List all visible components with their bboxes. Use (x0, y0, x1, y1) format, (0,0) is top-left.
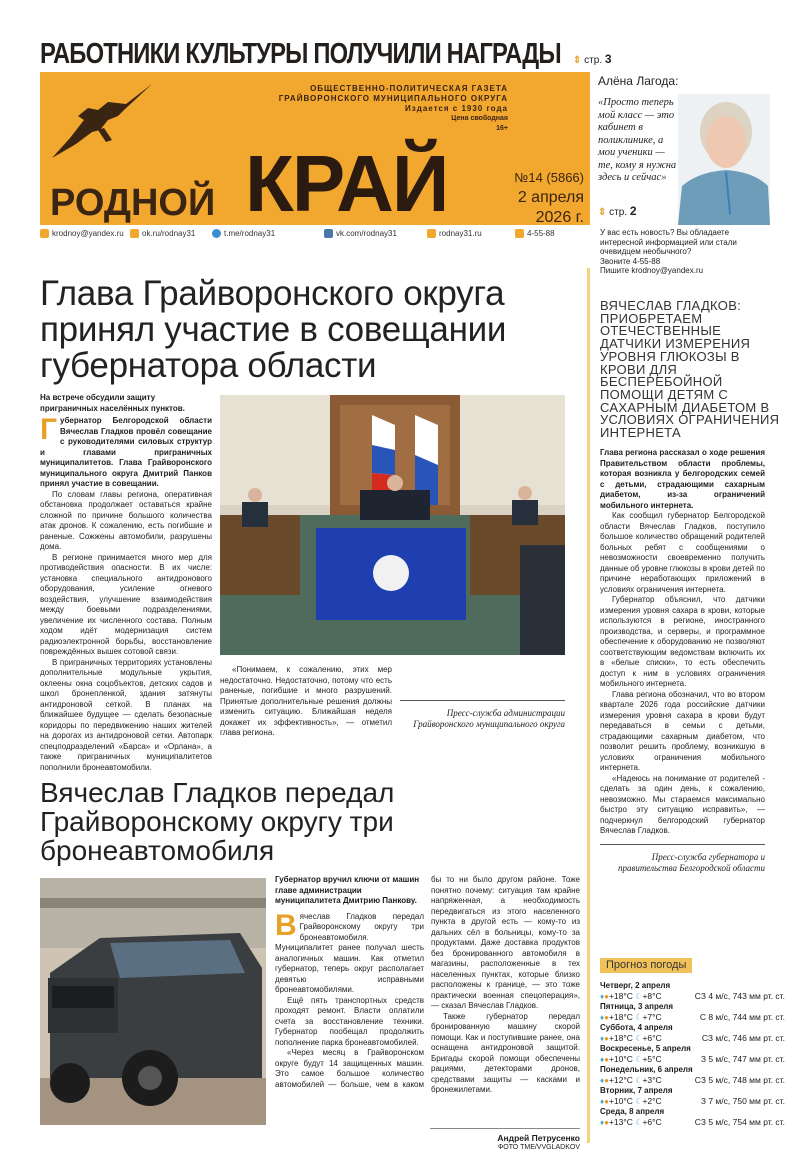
moon-icon: ☾ (635, 992, 643, 1001)
article1-column1: Губернатор Белгородской области Вячеслав Гладков провёл совещание с руководителями силовых структур и главами приграничных муниципалитетов. Глава Грайворонского муниципального округа Дмитрий Панков принял участие в совещании. По словам главы региона, оперативная обстановка продолжает оставаться крайне сложной по причине большого количества атак дронов. К сожалению, есть погибшие и раненые. Сожжены автомобили, разрушены дома. В регионе принимается много мер для противодействия опасности. В их числе: установка специального антидронового оборудования, усиление огневого воздействия, улучшение взаимодействия между боевыми подразделениями, увеличение их численного состава. Полным ходом идёт модернизация систем радиоэлектронной борьбы, восстановление повреждённых вышек сотовой связи. В приграничных территориях установлены дополнительные модульные укрытия, оклеены окна соцобъектов, детских садов и школ бронепленкой, здания затянуты антидроновой сеткой. В планах на ближайшее будущее — сделать безопасные коридоры по передвижению наших жителей на дорогах из антидроновой сетки. Автопарк спецподразделений «Барса» и «Орлана», а также приграничных муниципалитетов пополнили бронеавтомобили. (40, 413, 212, 772)
contact-email[interactable]: krodnoy@yandex.ru (40, 229, 130, 238)
article2-photo-armored-car (40, 878, 266, 1125)
sun-icon: ● (604, 1097, 609, 1106)
rain-icon: ♦ (600, 1055, 605, 1064)
weather-day-label: Воскресенье, 5 апреля (600, 1044, 691, 1053)
newspaper-title-small: РОДНОЙ (50, 182, 216, 224)
article2-byline: Андрей Петрусенко ФОТО TME/VVGLADKOV (430, 1128, 580, 1152)
weather-day-label: Вторник, 7 апреля (600, 1086, 673, 1095)
weather-day (600, 1044, 785, 1065)
weather-day (600, 981, 785, 1002)
article1-column2: «Понимаем, к сожалению, этих мер недостаточно. Недостаточно, потому что есть раненые, погибшие и много разрушений. Принятые дополнительные решения должны изменить ситуацию. Ближайшая неделя докажет их эффективность», — отметил глава региона. (220, 665, 392, 737)
weather-temps: ♦●+12°C ☾+3°C (600, 1075, 662, 1085)
dropcap: В (275, 908, 297, 942)
sun-icon: ● (604, 1076, 609, 1085)
arrow-icon: ⇕ (573, 55, 582, 66)
news-tip-box: У вас есть новость? Вы обладаете интересной информацией или стали очевидцем необычного? Звоните 4-55-88 Пишите krodnoy@yandex.ru (600, 228, 737, 275)
moon-icon: ☾ (635, 1076, 643, 1085)
weather-row (600, 1033, 785, 1044)
weather-wind-pressure: СЗ 5 м/с, 748 мм рт. ст. (694, 1075, 785, 1085)
weather-temps: ♦●+18°C ☾+8°C (600, 991, 662, 1001)
moon-icon: ☾ (635, 1034, 643, 1043)
article2-headline[interactable]: Вячеслав Гладков передал Грайворонскому округу три бронеавтомобиля (40, 777, 395, 866)
profile-page-ref[interactable]: ⇕ стр. 2 (598, 204, 637, 218)
weather-title: Прогноз погоды (600, 958, 692, 973)
bird-logo-icon (48, 80, 158, 160)
weather-day-label: Пятница, 3 апреля (600, 1002, 674, 1011)
weather-row (600, 991, 785, 1002)
article2-columns (275, 875, 580, 1096)
weather-row (600, 1012, 785, 1023)
weather-row (600, 1117, 785, 1128)
weather-wind-pressure: СЗ 5 м/с, 754 мм рт. ст. (694, 1117, 785, 1127)
ok-icon (130, 229, 139, 238)
weather-day (600, 1023, 785, 1044)
issue-info: №14 (5866) 2 апреля 2026 г. (514, 170, 584, 226)
weather-wind-pressure: СЗ 4 м/с, 743 мм рт. ст. (694, 991, 785, 1001)
article2-body: Вячеслав Гладков передал Грайворонскому округу три бронеавтомобиля. Муниципалитет ранее получал шесть аналогичных машин. Как отметил губернатор, теперь округ располагает девятью исправными бронеавтомобилями. Ещё пять транспортных средств проходят ремонт. Власти оплатили счета за восстановление техники. Губернатор пообещал продолжить пополнение парка бронеавтомобилей. «Через месяц в Грайворонском округе будут 14 защищенных машин. Это самое большое количество автомобилей — больше, чем в каком бы то ни было другом районе. Тоже понятно почему: ситуация там крайне напряженная, а необходимость передвигаться из этого населенного пункта в другой есть — кому-то из дальних сёл в больницы, кому-то за продуктами. Даже доставка продуктов без бронированного автомобиля в магазины, расположенные в тех населенных пунктах, которые близко расположены к границе, — это тоже практически военная спецоперация», — сказал Вячеслав Гладков. Также губернатор передал бронированную машину скорой помощи. Как и поступившие ранее, она оснащена антидроновой защитой. Бригады скорой помощи обеспечены рациями, детекторами дронов, средствами защиты — касками и бронежилетами. (275, 875, 580, 1094)
contact-website[interactable]: rodnay31.ru (427, 229, 515, 238)
weather-day-label: Понедельник, 6 апреля (600, 1065, 693, 1074)
weather-day-label: Среда, 8 апреля (600, 1107, 665, 1116)
newspaper-title-big: КРАЙ (245, 139, 448, 228)
rain-icon: ♦ (600, 992, 605, 1001)
sun-icon: ● (604, 1034, 609, 1043)
weather-temps: ♦●+10°C ☾+2°C (600, 1096, 662, 1106)
rain-icon: ♦ (600, 1013, 605, 1022)
article1-headline[interactable]: Глава Грайворонского округа принял участие в совещании губернатора области (40, 274, 507, 385)
phone-icon (515, 229, 524, 238)
sun-icon: ● (604, 1013, 609, 1022)
arrow-icon: ⇕ (598, 207, 607, 218)
weather-day-label: Суббота, 4 апреля (600, 1023, 673, 1032)
rain-icon: ♦ (600, 1118, 605, 1127)
weather-wind-pressure: С 8 м/с, 744 мм рт. ст. (699, 1012, 785, 1022)
contact-phone[interactable]: 4-55-88 (515, 229, 555, 238)
vk-icon (324, 229, 333, 238)
weather-wind-pressure: СЗ м/с, 746 мм рт. ст. (701, 1033, 785, 1043)
contact-vk[interactable]: vk.com/rodnay31 (324, 229, 427, 238)
article2-lead: Губернатор вручил ключи от машин главе администрации муниципалитета Дмитрию Панкову. (275, 875, 420, 905)
weather-day (600, 1065, 785, 1086)
weather-forecast (600, 958, 785, 1128)
contact-ok[interactable]: ok.ru/rodnay31 (130, 229, 212, 238)
weather-wind-pressure: З 7 м/с, 750 мм рт. ст. (700, 1096, 785, 1106)
sun-icon: ● (604, 992, 609, 1001)
weather-day (600, 1107, 785, 1128)
weather-temps: ♦●+18°C ☾+7°C (600, 1012, 662, 1022)
contacts-bar (40, 229, 590, 238)
weather-temps: ♦●+13°C ☾+6°C (600, 1117, 662, 1127)
weather-day (600, 1086, 785, 1107)
article1-credit: Пресс-служба администрации Грайворонского муниципального округа (400, 700, 565, 730)
sun-icon: ● (604, 1118, 609, 1127)
top-teaser-page-ref[interactable]: ⇕ стр. 3 (573, 52, 612, 66)
moon-icon: ☾ (635, 1118, 643, 1127)
sidebar-headline[interactable]: ВЯЧЕСЛАВ ГЛАДКОВ: ПРИОБРЕТАЕМ ОТЕЧЕСТВЕННЫЕ ДАТЧИКИ ИЗМЕРЕНИЯ УРОВНЯ ГЛЮКОЗЫ В КРОВИ ДЛЯ БЕСПЕРЕБОЙНОЙ ПОМОЩИ ДЕТЯМ С САХАРНЫМ ДИАБЕТОМ В УСЛОВИЯХ ОГРАНИЧЕНИЯ ИНТЕРНЕТА (600, 298, 780, 441)
profile-teaser[interactable]: Алёна Лагода: «Просто теперь мой класс — это кабинет в поликлинике, а мои ученики — те, кому я нужна здесь и сейчас» ⇕ стр. 2 (590, 72, 770, 225)
sidebar-body: Глава региона рассказал о ходе решения Правительством области проблемы, которая возникла у белгородских семей с детьми, страдающими сахарным диабетом, из-за ограничений мобильного интернета. Как сообщил губернатор Белгородской области Вячеслав Гладков, поступило большое количество обращений родителей больных ребят с сообщениями о невозможности своевременно получить данные об уровне глюкозы в крови детей по причине неработающих приложений в условиях ограничения интернета. Губернатор объяснил, что датчики измерения уровня сахара в крови, которые используются в регионе, иностранного производства, и серверы, и программное обеспечение к оборудованию не позволяют соответствующим ведомствам включить их в «белые списки», то есть обеспечить доступ к ним в условиях ограничения мобильного интернета. Глава региона обозначил, что во втором квартале 2026 года российские датчики измерения уровня сахара в крови будут передаваться в семьи с детьми, страдающими сахарным диабетом, что позволит решить проблему, возникшую в условиях ограничения мобильного интернета. «Надеюсь на понимание от родителей - сделать за один день, к сожалению, невозможно. Мы стараемся максимально быстро эту ситуацию исправить», — подчеркнул белгородский губернатор Вячеслав Гладков. Пресс-служба губернатора и правительства Белгородской области (600, 448, 765, 873)
moon-icon: ☾ (635, 1097, 643, 1106)
weather-temps: ♦●+10°C ☾+5°C (600, 1054, 662, 1064)
rain-icon: ♦ (600, 1076, 605, 1085)
rain-icon: ♦ (600, 1097, 605, 1106)
article1-lead: На встрече обсудили защиту приграничных населённых пунктов. (40, 393, 185, 413)
weather-day (600, 1002, 785, 1023)
weather-row (600, 1075, 785, 1086)
profile-photo (678, 94, 770, 225)
top-teaser-headline[interactable]: РАБОТНИКИ КУЛЬТУРЫ ПОЛУЧИЛИ НАГРАДЫ (40, 38, 561, 70)
masthead (40, 72, 590, 228)
sidebar-credit: Пресс-служба губернатора и правительства Белгородской области (600, 844, 765, 874)
mail-icon (40, 229, 49, 238)
weather-temps: ♦●+18°C ☾+6°C (600, 1033, 662, 1043)
weather-days (600, 981, 785, 1128)
masthead-info: ОБЩЕСТВЕННО-ПОЛИТИЧЕСКАЯ ГАЗЕТА ГРАЙВОРОНСКОГО МУНИЦИПАЛЬНОГО ОКРУГА Издается с 1930 года Цена свободная 16+ (278, 84, 508, 132)
article1-photo-meeting (220, 395, 565, 655)
moon-icon: ☾ (635, 1013, 643, 1022)
telegram-icon (212, 229, 221, 238)
rain-icon: ♦ (600, 1034, 605, 1043)
moon-icon: ☾ (635, 1055, 643, 1064)
weather-row (600, 1054, 785, 1065)
weather-day-label: Четверг, 2 апреля (600, 981, 671, 990)
weather-wind-pressure: З 5 м/с, 747 мм рт. ст. (700, 1054, 785, 1064)
contact-telegram[interactable]: t.me/rodnay31 (212, 229, 324, 238)
profile-quote: «Просто теперь мой класс — это кабинет в поликлинике, а мои ученики — те, кому я нужна здесь и сейчас» (598, 97, 677, 183)
sun-icon: ● (604, 1055, 609, 1064)
web-icon (427, 229, 436, 238)
dropcap: Г (40, 413, 58, 446)
weather-row (600, 1096, 785, 1107)
column-divider (587, 268, 590, 1143)
